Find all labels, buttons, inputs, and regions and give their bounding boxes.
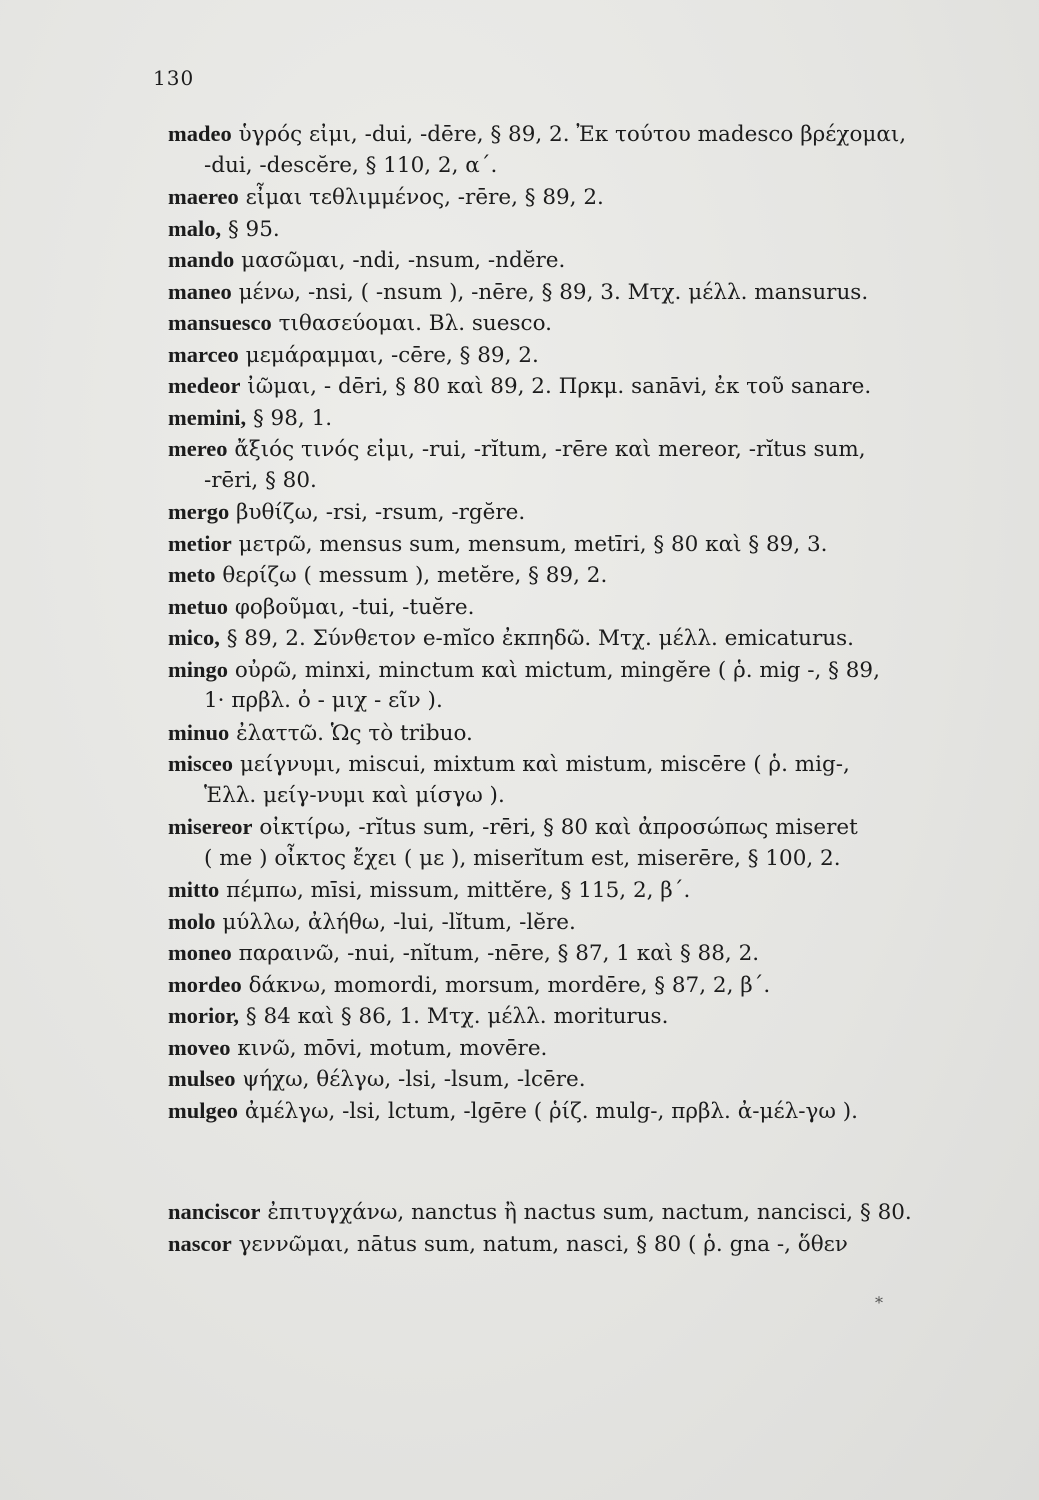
entry-definition: Ἑλλ. μείγ-νυμι καὶ μίσγω ). [204, 782, 505, 808]
entry-continuation-line [168, 465, 1018, 497]
entry-headword: mando [168, 247, 235, 272]
dictionary-entry [168, 496, 1018, 528]
entry-definition: μετρῶ, mensus sum, mensum, metīri, § 80 καὶ § 89, 3. [231, 531, 828, 557]
entry-headword: misceo [168, 751, 233, 776]
entry-definition: 1· πρβλ. ὀ - μιχ - εῖν ). [204, 688, 443, 713]
entry-definition: μεμάραμμαι, -cēre, § 89, 2. [238, 342, 539, 368]
entry-definition: ἐπιτυγχάνω, nanctus ἢ nactus sum, nactum, nancisci, § 80. [260, 1200, 912, 1225]
dictionary-entry [168, 969, 1018, 1001]
dictionary-entry [168, 559, 1018, 591]
section-mark: ⁎ [875, 1288, 883, 1307]
dictionary-entry [168, 811, 1018, 843]
entry-headword: mingo [168, 656, 229, 682]
dictionary-entry [168, 370, 1018, 402]
dictionary-entry [168, 591, 1018, 623]
entry-headword: minuo [168, 719, 230, 745]
entry-definition: ψήχω, θέλγω, -lsi, -lsum, -lcēre. [235, 1067, 586, 1092]
entry-definition: μύλλω, ἀλήθω, -lui, -lĭtum, -lĕre. [215, 909, 576, 935]
dictionary-entries [168, 118, 1018, 1259]
dictionary-entry [168, 1196, 1018, 1228]
entry-headword: madeo [168, 121, 232, 146]
dictionary-entry [168, 1228, 1018, 1260]
entry-headword: maneo [168, 278, 232, 304]
entry-definition: ὑγρός εἰμι, -dui, -dēre, § 89, 2. Ἐκ τούτου madesco βρέχομαι, [231, 122, 907, 147]
entry-continuation-line [168, 150, 1018, 182]
entry-definition: § 95. [221, 216, 280, 242]
entry-definition: βυθίζω, -rsi, -rsum, -rgĕre. [229, 500, 526, 525]
entry-definition: τιθασεύομαι. Βλ. suesco. [271, 311, 552, 336]
dictionary-entry [168, 654, 1018, 686]
entry-definition: § 84 καὶ § 86, 1. Μτχ. μέλλ. moriturus. [239, 1004, 669, 1029]
entry-headword: medeor [168, 373, 241, 398]
entry-definition: μένω, -nsi, ( -nsum ), -nēre, § 89, 3. Μτχ. μέλλ. mansurus. [231, 279, 869, 305]
entry-definition: θερίζω ( messum ), metĕre, § 89, 2. [215, 563, 608, 588]
dictionary-entry [168, 937, 1018, 969]
entry-headword: malo, [168, 215, 222, 241]
dictionary-entry [168, 402, 1018, 434]
entry-headword: molo [168, 908, 216, 934]
entry-headword: nascor [168, 1230, 232, 1256]
entry-definition: κινῶ, mōvi, motum, movēre. [230, 1035, 548, 1061]
entry-headword: morior, [168, 1003, 240, 1028]
dictionary-entry [168, 528, 1018, 560]
entry-definition: § 98, 1. [246, 405, 333, 431]
entry-headword: mergo [168, 499, 230, 524]
entry-headword: mico, [168, 625, 220, 650]
entry-definition: μασῶμαι, -ndi, -nsum, -ndĕre. [234, 248, 566, 273]
dictionary-entry [168, 906, 1018, 938]
entry-definition: μείγνυμι, miscui, mixtum καὶ mistum, miscēre ( ῥ. mig-, [232, 752, 850, 777]
dictionary-entry [168, 244, 1018, 276]
dictionary-entry [168, 1032, 1018, 1064]
entry-headword: mulgeo [168, 1097, 238, 1123]
dictionary-entry [168, 213, 1018, 245]
entry-headword: moneo [168, 940, 232, 965]
entry-headword: mordeo [168, 971, 242, 997]
entries-section-n [168, 1196, 1018, 1259]
dictionary-entry [168, 276, 1018, 308]
entry-headword: moveo [168, 1034, 231, 1060]
entry-definition: § 89, 2. Σύνθετον e-mĭco ἐκπηδῶ. Μτχ. μέλλ. emicaturus. [219, 626, 854, 651]
entry-definition: παραινῶ, -nui, -nĭtum, -nēre, § 87, 1 καὶ § 88, 2. [231, 941, 760, 966]
entry-headword: meto [168, 562, 216, 587]
page-number: 130 [153, 66, 195, 90]
entry-headword: misereor [168, 814, 253, 839]
dictionary-entry [168, 118, 1018, 150]
entry-headword: maereo [168, 184, 239, 209]
dictionary-entry [168, 181, 1018, 213]
dictionary-entry [168, 1000, 1018, 1032]
entries-section-m [168, 118, 1018, 1126]
entry-definition: δάκνω, momordi, morsum, mordēre, § 87, 2, β΄. [241, 972, 771, 998]
entry-headword: memini, [168, 404, 247, 430]
entry-headword: mansuesco [168, 310, 272, 335]
entry-continuation-line [168, 685, 1018, 717]
entry-definition: ἀμέλγω, -lsi, lctum, -lgēre ( ῥίζ. mulg-, πρβλ. ἀ-μέλ-γω ). [238, 1098, 858, 1124]
entry-headword: marceo [168, 341, 239, 367]
entry-continuation-line [168, 780, 1018, 812]
entry-definition: ἄξιός τινός εἰμι, -rui, -rĭtum, -rēre καὶ mereor, -rĭtus sum, [227, 437, 866, 462]
dictionary-entry [168, 1095, 1018, 1127]
dictionary-entry [168, 339, 1018, 371]
section-gap [168, 1126, 1018, 1196]
entry-definition: οὐρῶ, minxi, minctum καὶ mictum, mingĕre ( ῥ. mig -, § 89, [228, 657, 880, 683]
entry-definition: γεννῶμαι, nātus sum, natum, nasci, § 80 ( ῥ. gna -, ὅθεν [231, 1231, 848, 1257]
entry-headword: metuo [168, 593, 228, 619]
dictionary-entry [168, 622, 1018, 654]
entry-definition: ἰῶμαι, - dēri, § 80 καὶ 89, 2. Πρκμ. sanāvi, ἐκ τοῦ sanare. [240, 374, 872, 399]
entry-definition: -rēri, § 80. [204, 467, 317, 493]
dictionary-entry [168, 307, 1018, 339]
entry-definition: -dui, -descĕre, § 110, 2, α΄. [204, 152, 498, 178]
dictionary-entry [168, 1063, 1018, 1095]
entry-definition: ( me ) οἶκτος ἔχει ( με ), miserĭtum est, miserēre, § 100, 2. [204, 845, 841, 871]
entry-definition: ἐλαττῶ. Ὡς τὸ tribuo. [229, 720, 473, 746]
entry-headword: nanciscor [168, 1199, 261, 1224]
entry-headword: mitto [168, 877, 220, 902]
entry-definition: εἶμαι τεθλιμμένος, -rēre, § 89, 2. [238, 185, 604, 210]
entry-headword: mulseo [168, 1066, 236, 1091]
dictionary-entry [168, 717, 1018, 749]
entry-definition: πέμπω, mīsi, missum, mittĕre, § 115, 2, β΄. [219, 878, 691, 903]
dictionary-entry [168, 874, 1018, 906]
entry-headword: mereo [168, 436, 228, 461]
dictionary-entry [168, 748, 1018, 780]
entry-definition: οἰκτίρω, -rĭtus sum, -rēri, § 80 καὶ ἀπροσώπως miseret [252, 815, 858, 840]
dictionary-entry [168, 433, 1018, 465]
entry-continuation-line [168, 843, 1018, 875]
entry-headword: metior [168, 530, 232, 556]
entry-definition: φοβοῦμαι, -tui, -tuĕre. [228, 594, 475, 620]
